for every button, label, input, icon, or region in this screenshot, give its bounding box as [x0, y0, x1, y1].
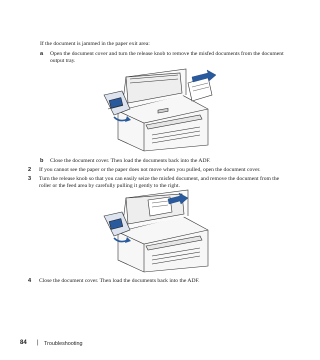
step-b: [40, 158, 286, 165]
step-a: [40, 51, 286, 65]
intro-text: If the document is jammed in the paper exit area:: [40, 41, 150, 47]
step-marker: a: [40, 51, 44, 57]
step-text: Turn the release knob so that you can easily seize the misfed document, and remove the document from the roller or the feed area by carefully pulling it gently to the right.: [39, 176, 280, 189]
page-number: 84: [20, 340, 27, 346]
step-marker: 4: [28, 278, 32, 284]
step-text: Close the document cover. Then load the documents back into the ADF.: [39, 278, 200, 284]
footer-separator: |: [37, 340, 39, 346]
step-marker: 3: [28, 176, 32, 182]
printer-open-cover-jam-illustration: [96, 188, 220, 274]
step-text: If you cannot see the paper or the paper does not move when you pulled, open the document cover.: [39, 167, 261, 173]
page-footer: [20, 340, 290, 350]
step-4: [28, 278, 286, 285]
chapter-title: Troubleshooting: [44, 341, 83, 347]
step-marker: 2: [28, 167, 32, 173]
printer-adf-exit-jam-illustration: [96, 65, 220, 153]
step-text: Open the document cover and turn the release knob to remove the misfed documents from the document output tray.: [50, 51, 284, 64]
step-text: Close the document cover. Then load the documents back into the ADF.: [50, 158, 211, 164]
step-marker: b: [40, 158, 44, 164]
step-2: [28, 167, 286, 174]
